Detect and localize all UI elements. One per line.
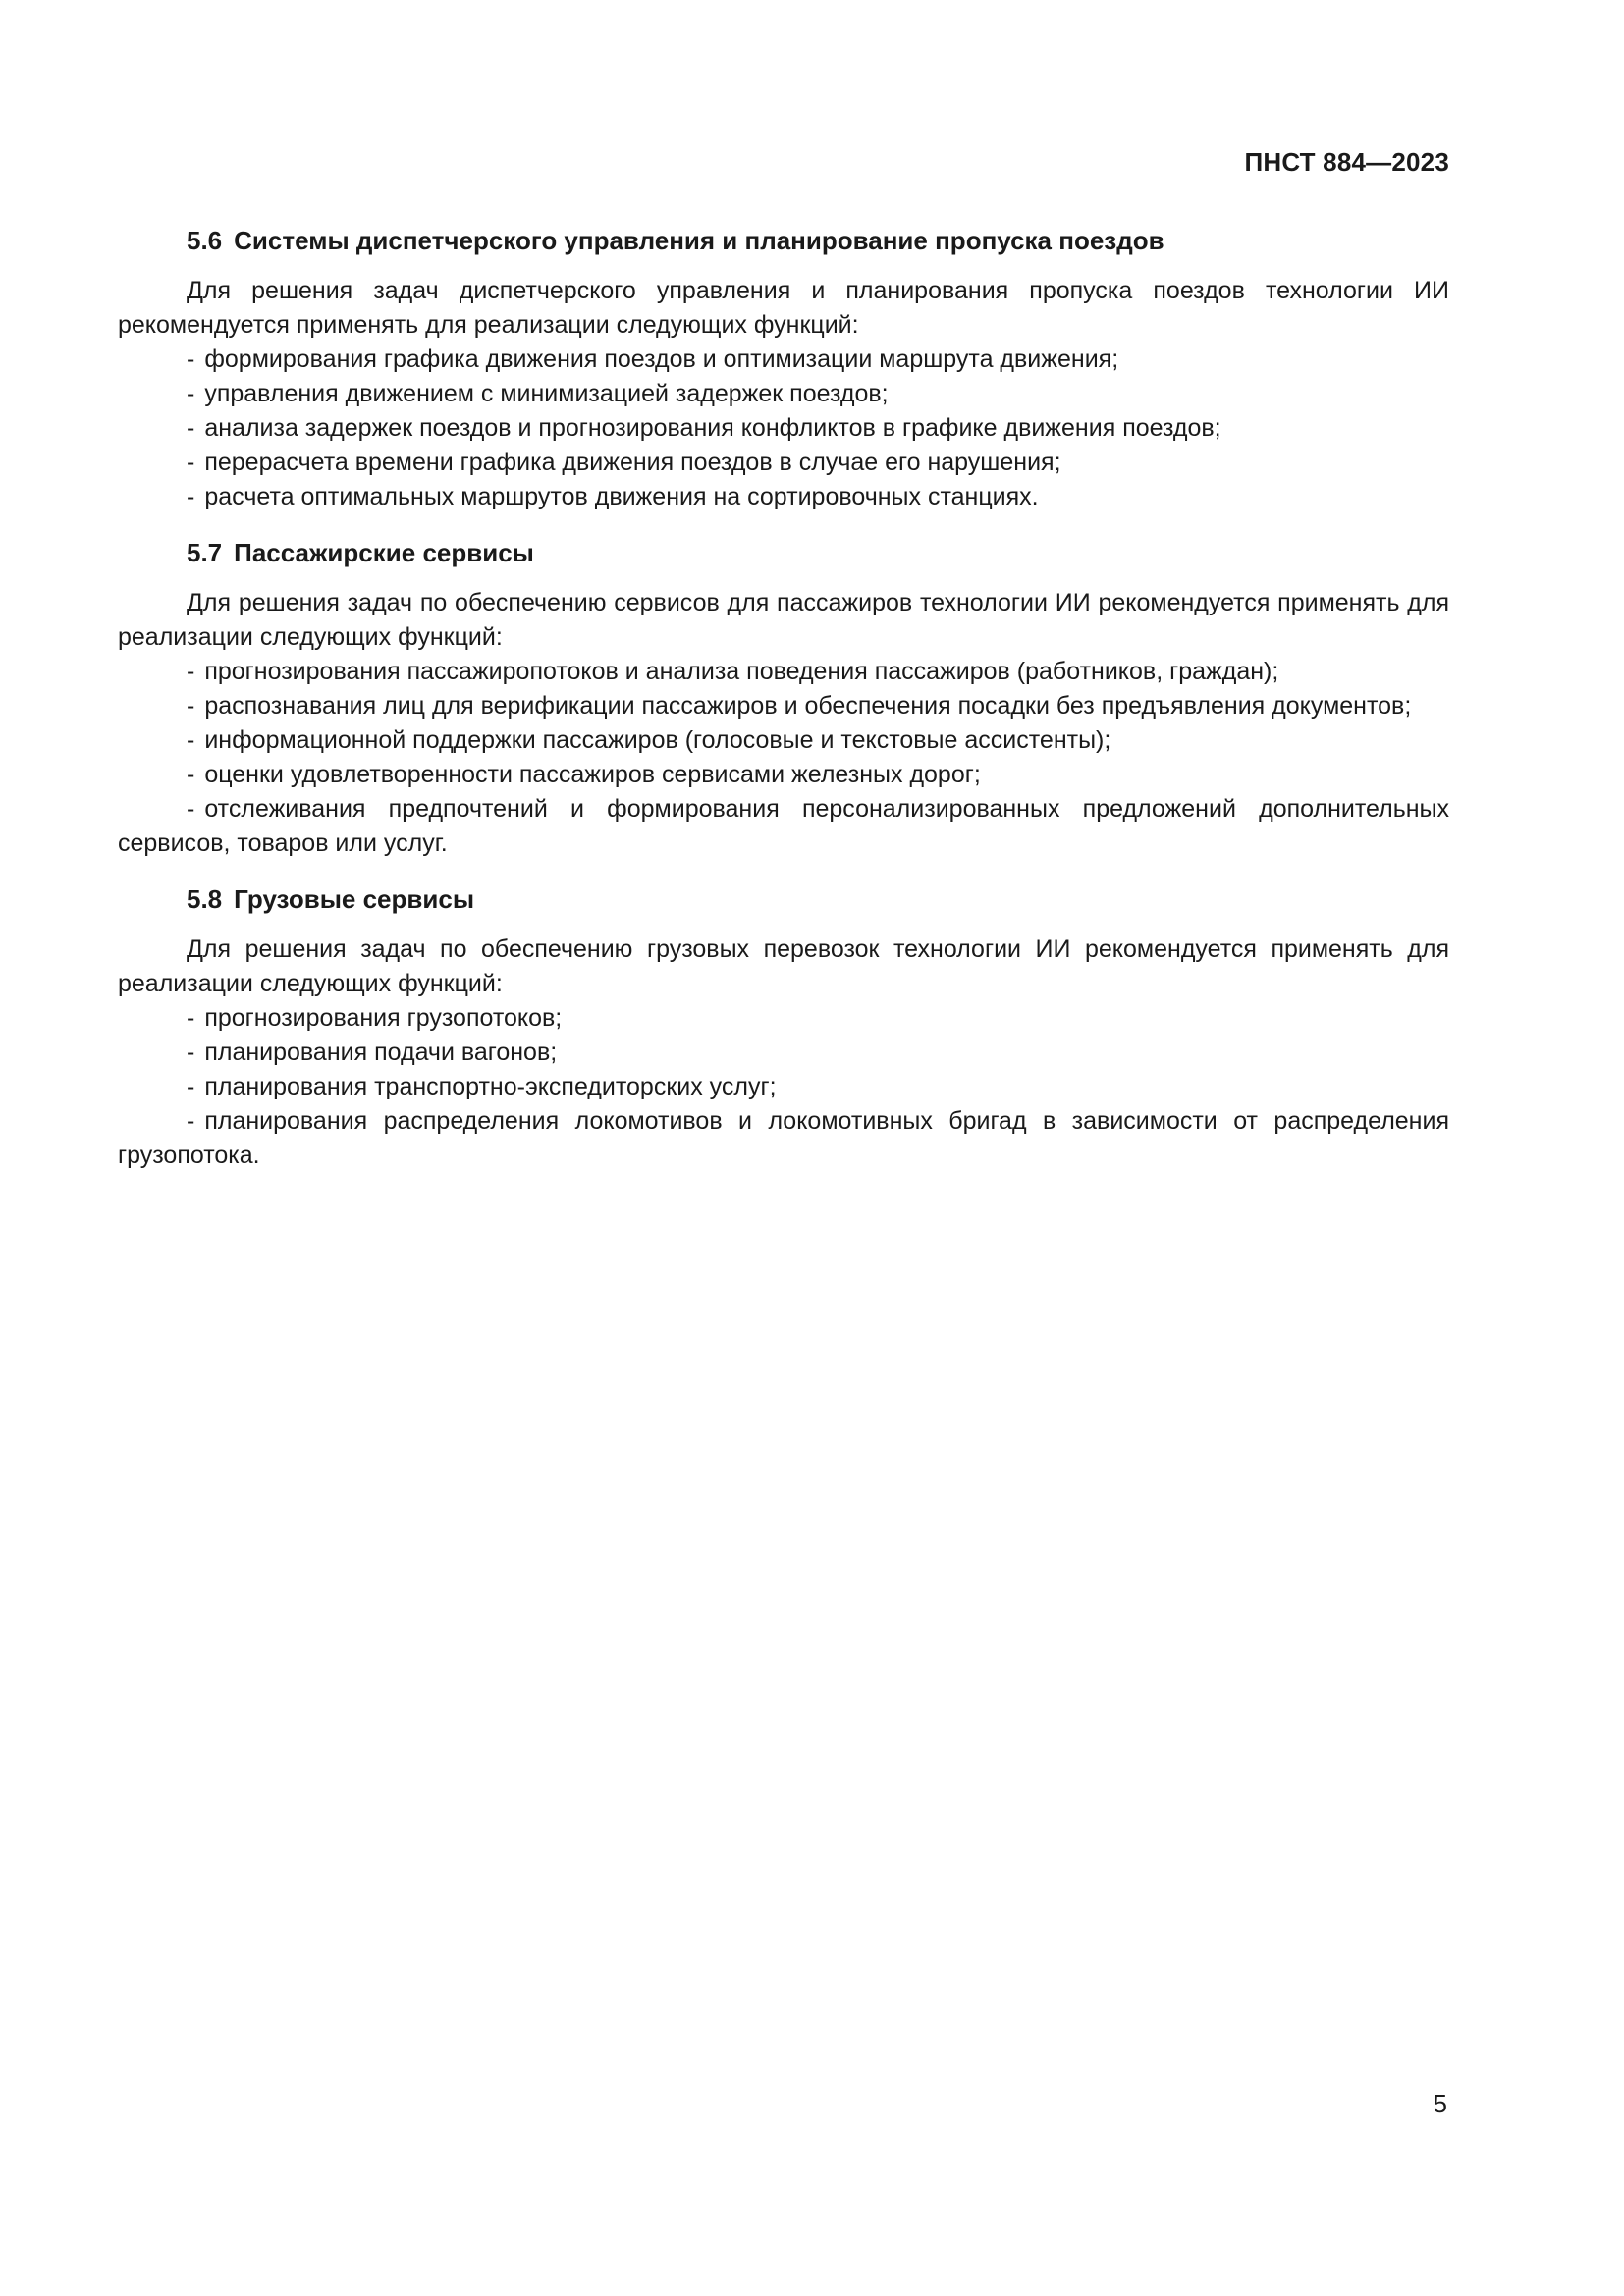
function-list [118,1001,1449,1173]
list-marker: - [187,346,195,373]
section-intro: Для решения задач по обеспечению грузовых перевозок технологии ИИ рекомендуется применять для реализации следующих функций: [118,935,1449,997]
list-item-text: планирования подачи вагонов; [204,1039,558,1066]
list-marker: - [187,795,195,823]
section-number: 5.7 [187,538,223,567]
list-marker: - [187,1039,195,1066]
section-5-7 [118,536,1449,861]
page-number: 5 [1433,2089,1447,2118]
list-item [118,343,1449,377]
list-item [118,446,1449,480]
list-item [118,758,1449,792]
list-item-text: отслеживания предпочтений и формирования персонализированных предложений дополнительных сервисов, товаров или услуг. [118,795,1449,857]
section-number: 5.8 [187,884,223,914]
section-5-6 [118,224,1449,514]
list-item-text: перерасчета времени графика движения поездов в случае его нарушения; [204,449,1061,476]
list-item [118,377,1449,411]
list-item-text: распознавания лиц для верификации пассажиров и обеспечения посадки без предъявления документов; [204,692,1412,720]
function-list [118,655,1449,861]
list-item [118,689,1449,723]
list-item [118,1070,1449,1104]
list-marker: - [187,1107,195,1135]
section-intro: Для решения задач по обеспечению сервисов для пассажиров технологии ИИ рекомендуется применять для реализации следующих функций: [118,589,1449,651]
list-item-text: прогнозирования грузопотоков; [204,1004,563,1032]
list-marker: - [187,380,195,407]
section-heading [118,882,1449,917]
section-intro: Для решения задач диспетчерского управления и планирования пропуска поездов технологии ИИ рекомендуется применять для реализации следующих функций: [118,277,1449,339]
section-heading [118,224,1449,258]
list-marker: - [187,726,195,754]
list-marker: - [187,414,195,442]
list-item-text: прогнозирования пассажиропотоков и анализа поведения пассажиров (работников, граждан); [204,658,1279,685]
list-item [118,411,1449,446]
list-marker: - [187,658,195,685]
section-5-8 [118,882,1449,1173]
list-marker: - [187,449,195,476]
list-item [118,1036,1449,1070]
list-item [118,1104,1449,1173]
list-item-text: формирования графика движения поездов и оптимизации маршрута движения; [204,346,1119,373]
list-marker: - [187,1073,195,1100]
page-content [118,224,1449,1195]
list-marker: - [187,483,195,510]
section-title: Грузовые сервисы [234,884,475,914]
list-item-text: анализа задержек поездов и прогнозирования конфликтов в графике движения поездов; [204,414,1221,442]
list-item-text: управления движением с минимизацией задержек поездов; [204,380,889,407]
list-item-text: планирования распределения локомотивов и локомотивных бригад в зависимости от распределения грузопотока. [118,1107,1449,1169]
section-title: Системы диспетчерского управления и планирование пропуска поездов [234,226,1164,255]
list-marker: - [187,692,195,720]
list-item-text: информационной поддержки пассажиров (голосовые и текстовые ассистенты); [204,726,1111,754]
section-heading [118,536,1449,570]
list-item [118,655,1449,689]
section-title: Пассажирские сервисы [234,538,534,567]
list-marker: - [187,1004,195,1032]
list-item [118,1001,1449,1036]
document-code: ПНСТ 884—2023 [1244,147,1449,177]
function-list [118,343,1449,514]
list-item [118,792,1449,861]
list-item-text: оценки удовлетворенности пассажиров сервисами железных дорог; [204,761,981,788]
list-item [118,480,1449,514]
list-item-text: расчета оптимальных маршрутов движения на сортировочных станциях. [204,483,1039,510]
section-number: 5.6 [187,226,223,255]
list-item [118,723,1449,758]
list-marker: - [187,761,195,788]
list-item-text: планирования транспортно-экспедиторских услуг; [204,1073,777,1100]
